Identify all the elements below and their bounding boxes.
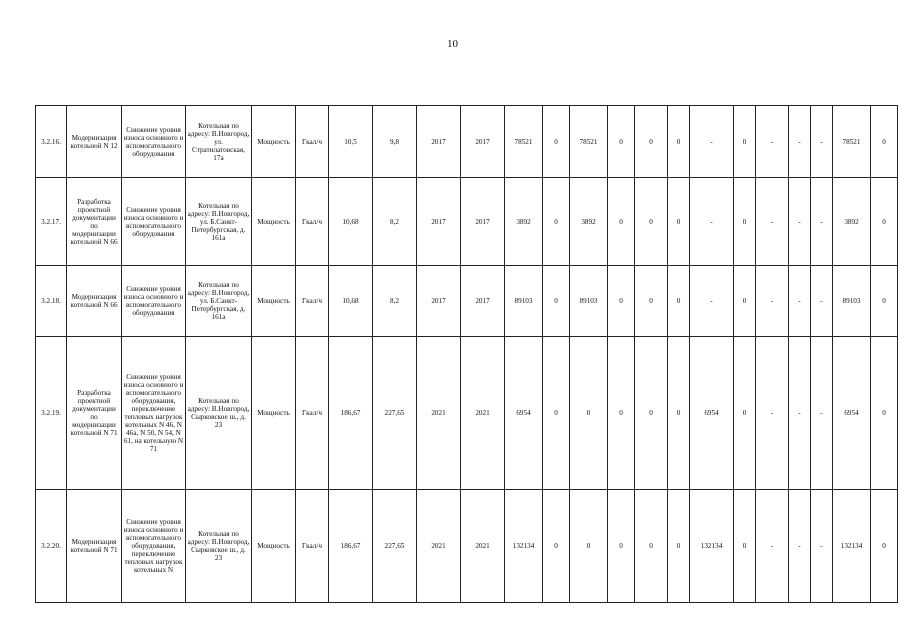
cell-address: Котельная по адресу: В.Новгород, Сырковское ш., д. 23 (186, 490, 252, 603)
cell-unit: Гкал/ч (296, 266, 329, 337)
cell-c9: - (756, 178, 789, 266)
cell-c5: 0 (635, 178, 668, 266)
cell-c2: 0 (543, 337, 570, 490)
cell-unit: Гкал/ч (296, 337, 329, 490)
cell-c7: - (690, 266, 734, 337)
cell-c9: - (756, 266, 789, 337)
investment-program-table (35, 105, 898, 603)
table-row (36, 106, 898, 178)
cell-c1: 3892 (505, 178, 543, 266)
table-row (36, 337, 898, 490)
cell-unit: Гкал/ч (296, 106, 329, 178)
cell-c7: 6954 (690, 337, 734, 490)
cell-c4: 0 (608, 266, 635, 337)
cell-v1: 10,68 (329, 178, 373, 266)
cell-c12: 132134 (833, 490, 871, 603)
cell-v2: 227,65 (373, 490, 417, 603)
cell-goal: Снижение уровня износа основного и вспомогательного оборудования (122, 106, 186, 178)
cell-c12: 89103 (833, 266, 871, 337)
cell-c8: 0 (734, 337, 756, 490)
cell-c3: 3892 (570, 178, 608, 266)
cell-num: 3.2.18. (36, 266, 67, 337)
cell-c4: 0 (608, 178, 635, 266)
cell-c3: 89103 (570, 266, 608, 337)
cell-y1: 2021 (417, 337, 461, 490)
cell-c2: 0 (543, 266, 570, 337)
cell-num: 3.2.16. (36, 106, 67, 178)
cell-c1: 6954 (505, 337, 543, 490)
cell-c6: 0 (668, 490, 690, 603)
cell-c7: 132134 (690, 490, 734, 603)
cell-c8: 0 (734, 266, 756, 337)
cell-c9: - (756, 337, 789, 490)
cell-indicator: Мощность (252, 106, 296, 178)
cell-c9: - (756, 490, 789, 603)
cell-name: Модернизация котельной N 66 (67, 266, 122, 337)
cell-v1: 186,67 (329, 337, 373, 490)
cell-y2: 2017 (461, 106, 505, 178)
cell-c1: 78521 (505, 106, 543, 178)
cell-goal: Снижение уровня износа основного и вспомогательного оборудования, переключение тепловых нагрузок котельных N 46, N 46а, N 50, N 54, N 61, на котельную N 71 (122, 337, 186, 490)
cell-c7: - (690, 106, 734, 178)
cell-goal: Снижение уровня износа основного и вспомогательного оборудования, переключение тепловых нагрузок котельных N (122, 490, 186, 603)
cell-c4: 0 (608, 490, 635, 603)
cell-y1: 2017 (417, 266, 461, 337)
cell-c5: 0 (635, 266, 668, 337)
cell-v2: 227,65 (373, 337, 417, 490)
cell-address: Котельная по адресу: В.Новгород, ул. Б.Санкт-Петербургская, д. 161а (186, 266, 252, 337)
cell-goal: Снижение уровня износа основного и вспомогательного оборудования (122, 266, 186, 337)
cell-c12: 6954 (833, 337, 871, 490)
cell-v2: 8,2 (373, 266, 417, 337)
cell-c13: 0 (871, 490, 898, 603)
page-number: 10 (447, 38, 458, 50)
cell-c7: - (690, 178, 734, 266)
cell-c5: 0 (635, 337, 668, 490)
cell-c11: - (811, 337, 833, 490)
cell-c2: 0 (543, 106, 570, 178)
cell-c4: 0 (608, 106, 635, 178)
cell-y2: 2021 (461, 490, 505, 603)
cell-num: 3.2.17. (36, 178, 67, 266)
cell-c2: 0 (543, 490, 570, 603)
cell-c13: 0 (871, 337, 898, 490)
cell-y2: 2017 (461, 178, 505, 266)
cell-c12: 78521 (833, 106, 871, 178)
cell-goal: Снижение уровня износа основного и вспомогательного оборудования (122, 178, 186, 266)
cell-unit: Гкал/ч (296, 178, 329, 266)
table-row (36, 490, 898, 603)
table-row (36, 266, 898, 337)
cell-num: 3.2.19. (36, 337, 67, 490)
cell-c6: 0 (668, 266, 690, 337)
cell-unit: Гкал/ч (296, 490, 329, 603)
cell-c11: - (811, 490, 833, 603)
cell-c3: 0 (570, 337, 608, 490)
cell-c13: 0 (871, 178, 898, 266)
cell-name: Разработка проектной документации по модернизации котельной N 71 (67, 337, 122, 490)
cell-c1: 89103 (505, 266, 543, 337)
cell-name: Модернизация котельной N 12 (67, 106, 122, 178)
cell-c11: - (811, 266, 833, 337)
cell-c2: 0 (543, 178, 570, 266)
cell-c6: 0 (668, 106, 690, 178)
cell-v1: 186,67 (329, 490, 373, 603)
cell-c10: - (789, 106, 811, 178)
cell-y1: 2017 (417, 106, 461, 178)
cell-y1: 2021 (417, 490, 461, 603)
cell-v2: 8,2 (373, 178, 417, 266)
cell-name: Разработка проектной документации по модернизации котельной N 66 (67, 178, 122, 266)
cell-num: 3.2.20. (36, 490, 67, 603)
cell-c13: 0 (871, 266, 898, 337)
cell-c10: - (789, 178, 811, 266)
cell-address: Котельная по адресу: В.Новгород, ул. Б.Санкт-Петербургская, д. 161а (186, 178, 252, 266)
cell-address: Котельная по адресу: В.Новгород, ул. Стратилатовская, 17а (186, 106, 252, 178)
cell-c6: 0 (668, 178, 690, 266)
cell-c13: 0 (871, 106, 898, 178)
cell-c1: 132134 (505, 490, 543, 603)
cell-c8: 0 (734, 178, 756, 266)
cell-c9: - (756, 106, 789, 178)
cell-c5: 0 (635, 490, 668, 603)
cell-c10: - (789, 266, 811, 337)
cell-indicator: Мощность (252, 178, 296, 266)
cell-v1: 10,68 (329, 266, 373, 337)
cell-y1: 2017 (417, 178, 461, 266)
cell-indicator: Мощность (252, 266, 296, 337)
cell-c5: 0 (635, 106, 668, 178)
cell-y2: 2017 (461, 266, 505, 337)
table-row (36, 178, 898, 266)
cell-c8: 0 (734, 490, 756, 603)
cell-c8: 0 (734, 106, 756, 178)
cell-c3: 78521 (570, 106, 608, 178)
cell-c3: 0 (570, 490, 608, 603)
cell-name: Модернизация котельной N 71 (67, 490, 122, 603)
cell-indicator: Мощность (252, 490, 296, 603)
cell-c12: 3892 (833, 178, 871, 266)
cell-c10: - (789, 337, 811, 490)
cell-c6: 0 (668, 337, 690, 490)
cell-c11: - (811, 178, 833, 266)
cell-address: Котельная по адресу: В.Новгород, Сырковское ш., д. 23 (186, 337, 252, 490)
cell-indicator: Мощность (252, 337, 296, 490)
cell-c10: - (789, 490, 811, 603)
cell-v2: 9,8 (373, 106, 417, 178)
cell-c4: 0 (608, 337, 635, 490)
cell-v1: 10,5 (329, 106, 373, 178)
cell-c11: - (811, 106, 833, 178)
cell-y2: 2021 (461, 337, 505, 490)
